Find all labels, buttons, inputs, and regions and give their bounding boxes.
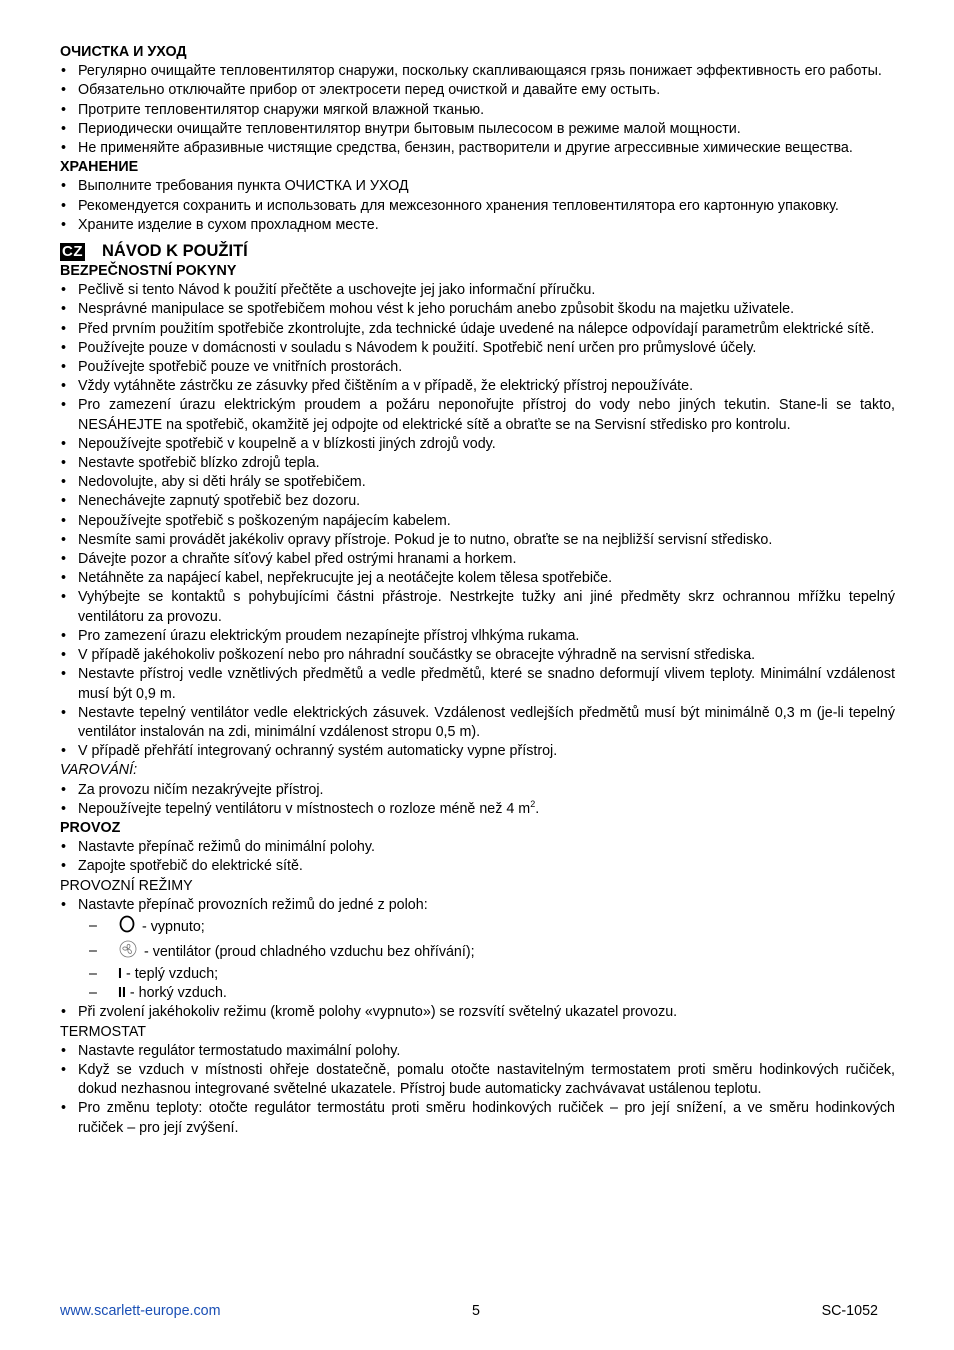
- page-title: NÁVOD K POUŽITÍ: [102, 242, 248, 261]
- list-item: • Před prvním použitím spotřebiče zkontrolujte, zda technické údaje uvedené na nálepce odpovídají parametrům elektrické sítě.: [60, 320, 895, 339]
- list-item: [60, 800, 895, 819]
- mode-label: - teplý vzduch;: [121, 965, 219, 982]
- list-item: • Netáhněte za napájecí kabel, nepřekrucujte jej a neotáčejte kolem tělesa spotřebiče.: [60, 569, 895, 588]
- fan-icon: [118, 940, 138, 965]
- list-item: • Выполните требования пункта ОЧИСТКА И УХОД: [60, 177, 895, 196]
- section-heading-cleaning: ОЧИСТКА И УХОД: [60, 44, 187, 60]
- mode-label: - ventilátor (proud chladného vzduchu bez ohřívání);: [140, 943, 475, 960]
- list-item: • Протрите тепловентилятор снаружи мягкой влажной тканью.: [60, 101, 895, 120]
- thermostat-list: [60, 1042, 895, 1138]
- list-item: • Nepoužívejte spotřebič v koupelně a v blízkosti jiných zdrojů vody.: [60, 435, 895, 454]
- list-item: • Nastavte přepínač provozních režimů do jedné z poloh:: [60, 896, 895, 915]
- storage-list: [60, 177, 895, 235]
- mode-item-warm: [86, 965, 895, 984]
- list-item: • Nestavte tepelný ventilátor vedle elektrických zásuvek. Vzdálenost vedlejších předmětů musí být minimálně 0,3 m (je-li tepelný ventilátor instalován na zdi, minimální vzdálenost stropu 0,5 m).: [60, 704, 895, 742]
- power-off-icon: [118, 915, 136, 940]
- safety-list: [60, 281, 895, 761]
- list-item: • Nastavte přepínač režimů do minimální polohy.: [60, 838, 895, 857]
- list-item: • V případě jakéhokoliv poškození nebo pro náhradní součástky se obracejte výhradně na servisní střediska.: [60, 646, 895, 665]
- list-item: • Když se vzduch v místnosti ohřeje dostatečně, pomalu otočte nastavitelným termostatem proti směru hodinkových ručiček, dokud nezhasnou integrované světelné ukazatele. Přístroj bude automaticky zachvávavat ustálenou teplotu.: [60, 1061, 895, 1099]
- operation-list: [60, 838, 895, 876]
- model-number: SC-1052: [821, 1303, 878, 1319]
- list-item: • Pro změnu teploty: otočte regulátor termostátu proti směru hodinkových ručiček – pro její snížení, a ve směru hodinkových ručiček – pro její zvýšení.: [60, 1099, 895, 1137]
- superscript: 2: [530, 798, 536, 809]
- website-link[interactable]: www.scarlett-europe.com: [60, 1303, 221, 1319]
- list-item: • Vždy vytáhněte zástrčku ze zásuvky před čištěním a v případě, že elektrický přístroj nepoužíváte.: [60, 377, 895, 396]
- warning-text-end: .: [535, 800, 540, 817]
- list-item: • Регулярно очищайте тепловентилятор снаружи, поскольку скапливающаяся грязь понижает эффективность его работы.: [60, 62, 895, 81]
- list-item: • Při zvolení jakéhokoliv režimu (kromě polohy «vypnuto») se rozsvítí světelný ukazatel provozu.: [60, 1003, 895, 1022]
- dash: –: [89, 942, 97, 959]
- list-item: • Периодически очищайте тепловентилятор внутри бытовым пылесосом в режиме малой мощности.: [60, 120, 895, 139]
- document-page: [60, 43, 895, 1138]
- section-heading-safety: BEZPEČNOSTNÍ POKYNY: [60, 263, 237, 280]
- page-footer: [60, 1303, 878, 1323]
- list-item: • Pro zamezení úrazu elektrickým proudem nezapínejte přístroj vlhkýma rukama.: [60, 627, 895, 646]
- modes-intro-list: [60, 896, 895, 915]
- mode-item-fan: [86, 940, 895, 965]
- list-item: • Zapojte spotřebič do elektrické sítě.: [60, 857, 895, 876]
- list-item: • Nesmíte sami provádět jakékoliv opravy přístroje. Pokud je to nutno, obraťte se na nejbližší servisní středisko.: [60, 531, 895, 550]
- page-number: 5: [472, 1303, 480, 1319]
- mode-symbol: II: [118, 985, 126, 1002]
- list-item: • Nenechávejte zapnutý spotřebič bez dozoru.: [60, 492, 895, 511]
- list-item: • Používejte pouze v domácnosti v souladu s Návodem k použití. Spotřebič není určen pro průmyslové účely.: [60, 339, 895, 358]
- dash: –: [89, 985, 97, 1002]
- list-item: • Обязательно отключайте прибор от электросети перед очисткой и давайте ему остыть.: [60, 81, 895, 100]
- mode-label: - vypnuto;: [138, 918, 205, 935]
- modes-note-list: [60, 1003, 895, 1022]
- warning-label: VAROVÁNÍ:: [60, 762, 138, 779]
- warning-text: Nepoužívejte tepelný ventilátoru v místnostech o rozloze méně než 4 m: [78, 800, 531, 817]
- mode-symbol: I: [118, 965, 122, 982]
- list-item: • Nedovolujte, aby si děti hrály se spotřebičem.: [60, 473, 895, 492]
- section-heading-storage: ХРАНЕНИЕ: [60, 159, 139, 176]
- dash: –: [89, 917, 97, 934]
- mode-label: - horký vzduch.: [125, 985, 227, 1002]
- list-item: • Nestavte přístroj vedle vznětlivých předmětů a vedle předmětů, které se snadno deformují vlivem teploty. Minimální vzdálenost musí být 0,9 m.: [60, 665, 895, 703]
- list-item: • Не применяйте абразивные чистящие средства, бензин, растворители и другие агрессивные химические вещества.: [60, 139, 895, 158]
- list-item: • Nepoužívejte spotřebič s poškozeným napájecím kabelem.: [60, 512, 895, 531]
- list-item: • Používejte spotřebič pouze ve vnitřních prostorách.: [60, 358, 895, 377]
- mode-item-hot: [86, 984, 895, 1003]
- list-item: • Рекомендуется сохранить и использовать для межсезонного хранения тепловентилятора его картонную упаковку.: [60, 197, 895, 216]
- section-heading-thermostat: TERMOSTAT: [60, 1023, 147, 1040]
- list-item: • Nestavte spotřebič blízko zdrojů tepla.: [60, 454, 895, 473]
- list-item: • Pro zamezení úrazu elektrickým proudem a požáru neponořujte přístroj do vody nebo jiných tekutin. Stane-li se takto, NESÁHEJTE na spotřebič, okamžitě jej odpojte od elektrické sítě a obraťte se na Servisní středisko pro kontrolu.: [60, 396, 895, 434]
- warning-list: [60, 781, 895, 819]
- dash: –: [89, 965, 97, 982]
- section-heading-operation: PROVOZ: [60, 819, 121, 836]
- list-item: • Nesprávné manipulace se spotřebičem mohou vést k jeho poruchám anebo způsobit škodu na majetku uživatele.: [60, 300, 895, 319]
- list-item: • V případě přehřátí integrovaný ochranný systém automaticky vypne přístroj.: [60, 742, 895, 761]
- section-heading-modes: PROVOZNÍ REŽIMY: [60, 877, 193, 894]
- modes-list: [60, 915, 895, 1003]
- language-badge: CZ: [62, 242, 83, 260]
- list-item: • Dávejte pozor a chraňte síťový kabel před ostrými hranami a horkem.: [60, 550, 895, 569]
- cz-section-title: [60, 241, 895, 262]
- list-item: • Pečlivě si tento Návod k použití přečtěte a uschovejte jej jako informační příručku.: [60, 281, 895, 300]
- list-item: • Храните изделие в сухом прохладном месте.: [60, 216, 895, 235]
- list-item: • Vyhýbejte se kontaktů s pohybujícími částni přástroje. Nestrkejte tužky ani jiné předměty skrz ochrannou mřížku tepelný ventilátoru za provozu.: [60, 588, 895, 626]
- cleaning-list: [60, 62, 895, 158]
- mode-item-off: [86, 915, 895, 940]
- list-item: • Za provozu ničím nezakrývejte přístroj.: [60, 781, 895, 800]
- list-item: • Nastavte regulátor termostatudo maximální polohy.: [60, 1042, 895, 1061]
